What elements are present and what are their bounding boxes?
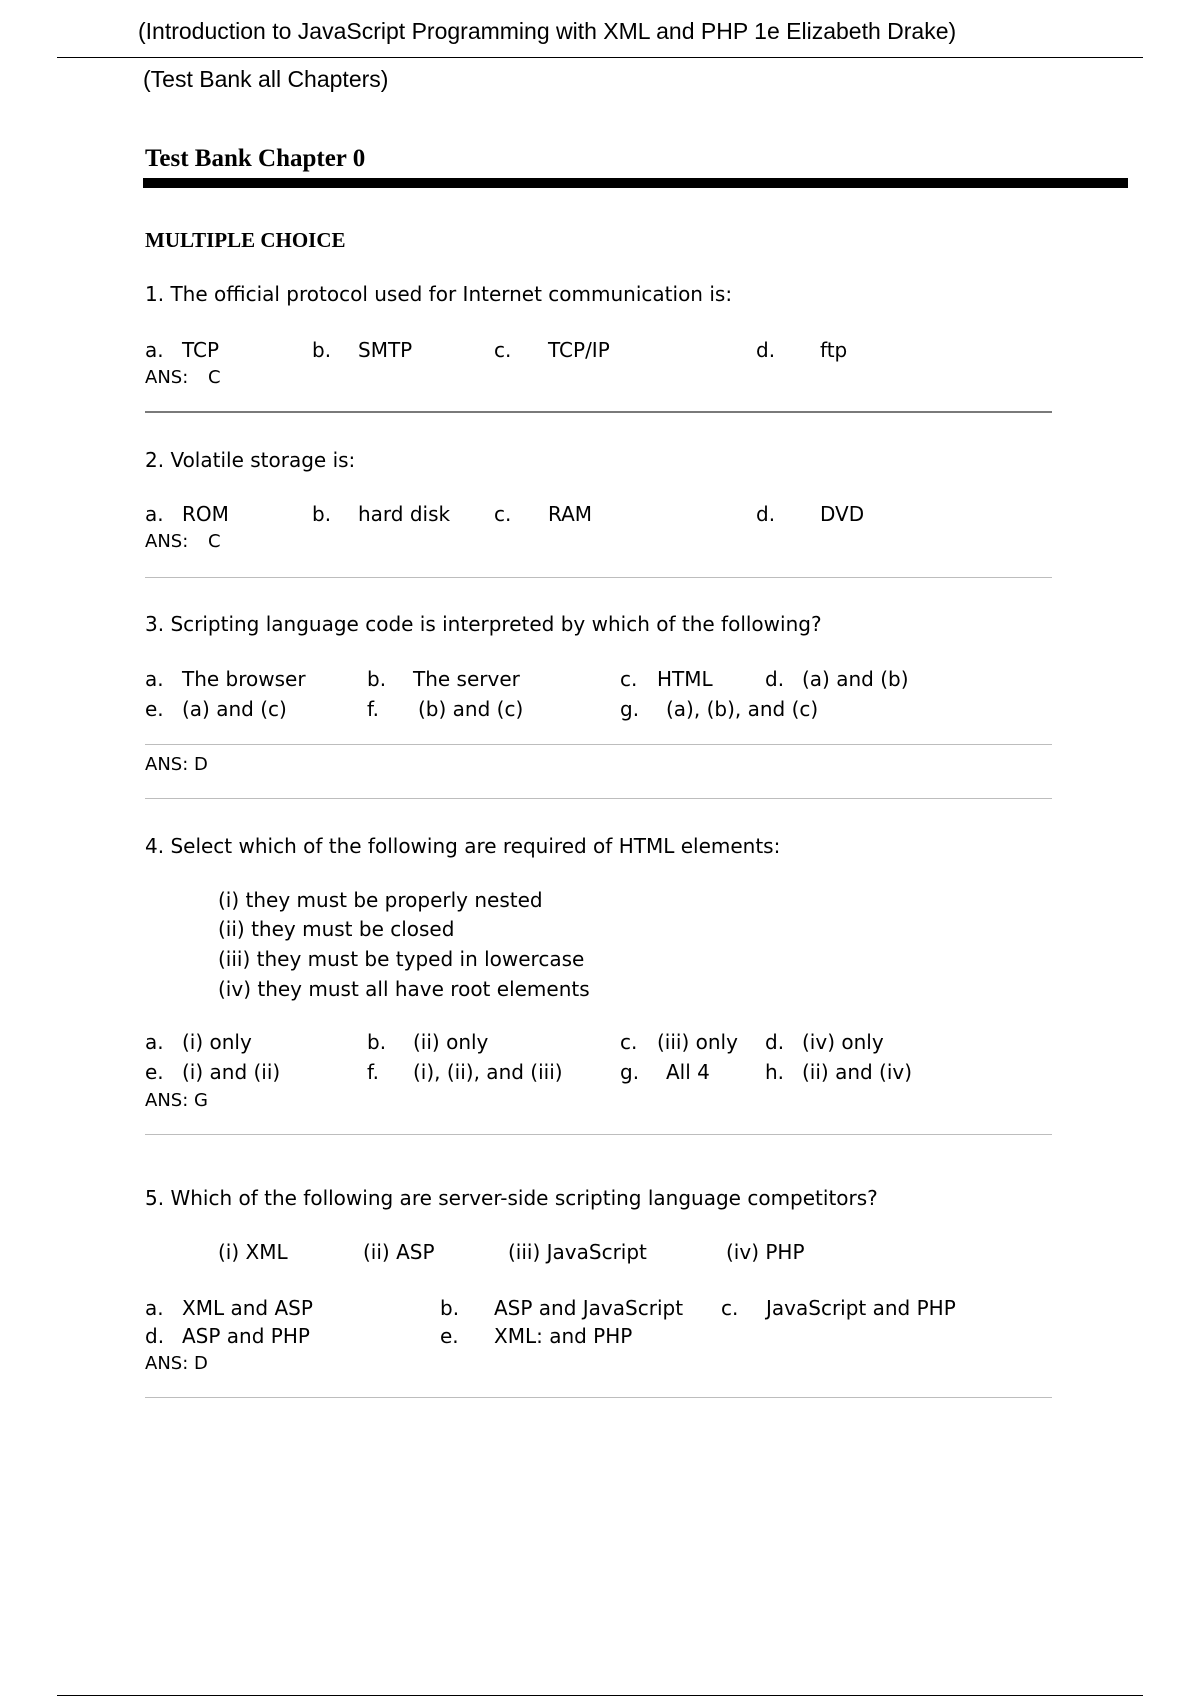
option-letter: e.: [440, 1324, 459, 1348]
option-letter: e.: [145, 1060, 164, 1084]
separator-rule: [145, 1397, 1052, 1398]
option-text: ASP and PHP: [182, 1324, 310, 1348]
option-text: (i) only: [182, 1030, 252, 1054]
question-text: 2. Volatile storage is:: [145, 448, 356, 472]
option-text: TCP/IP: [548, 338, 610, 362]
question-text: 4. Select which of the following are required of HTML elements:: [145, 834, 781, 858]
statement: (iii) they must be typed in lowercase: [218, 947, 585, 971]
option-letter: g.: [620, 1060, 640, 1084]
option-text: The browser: [182, 667, 306, 691]
option-text: (ii) only: [413, 1030, 489, 1054]
option-letter: b.: [440, 1296, 460, 1320]
statement: (iv) they must all have root elements: [218, 977, 590, 1001]
option-letter: a.: [145, 667, 164, 691]
option-text: DVD: [820, 502, 865, 526]
question-text: 3. Scripting language code is interpreted by which of the following?: [145, 612, 822, 636]
option-text: RAM: [548, 502, 593, 526]
option-text: (a) and (b): [802, 667, 909, 691]
question-text: 1. The official protocol used for Internet communication is:: [145, 282, 733, 306]
option-letter: b.: [367, 1030, 387, 1054]
option-text: (iv) only: [802, 1030, 884, 1054]
option-text: JavaScript and PHP: [766, 1296, 956, 1320]
statement: (i) they must be properly nested: [218, 888, 543, 912]
option-text: XML: and PHP: [494, 1324, 633, 1348]
section-title: MULTIPLE CHOICE: [145, 228, 346, 252]
answer-label: ANS:: [145, 367, 189, 388]
option-text: ASP and JavaScript: [494, 1296, 684, 1320]
option-text: SMTP: [358, 338, 413, 362]
option-text: ftp: [820, 338, 848, 362]
option-letter: a.: [145, 502, 164, 526]
answer-label: ANS:: [145, 531, 189, 552]
option-text: XML and ASP: [182, 1296, 313, 1320]
answer-text: ANS: G: [145, 1090, 208, 1111]
option-letter: b.: [312, 338, 332, 362]
option-text: TCP: [182, 338, 220, 362]
option-letter: c.: [620, 667, 638, 691]
header-rule: [57, 57, 1143, 58]
statement: (iii) JavaScript: [508, 1240, 647, 1264]
option-text: (a), (b), and (c): [666, 697, 819, 721]
option-letter: d.: [765, 667, 785, 691]
option-letter: d.: [756, 502, 776, 526]
separator-rule: [145, 798, 1052, 799]
separator-rule: [145, 744, 1052, 745]
option-text: (ii) and (iv): [802, 1060, 913, 1084]
option-text: HTML: [657, 667, 713, 691]
statement: (ii) they must be closed: [218, 917, 455, 941]
option-text: (i) and (ii): [182, 1060, 281, 1084]
statement: (iv) PHP: [726, 1240, 805, 1264]
option-letter: a.: [145, 1030, 164, 1054]
option-letter: f.: [367, 697, 379, 721]
option-letter: f.: [367, 1060, 379, 1084]
option-text: (i), (ii), and (iii): [413, 1060, 563, 1084]
statement: (i) XML: [218, 1240, 288, 1264]
chapter-heading-bar: [143, 178, 1128, 188]
option-letter: d.: [756, 338, 776, 362]
option-letter: g.: [620, 697, 640, 721]
option-letter: b.: [312, 502, 332, 526]
answer-text: ANS: D: [145, 754, 208, 775]
option-letter: c.: [494, 338, 512, 362]
option-letter: c.: [620, 1030, 638, 1054]
option-letter: h.: [765, 1060, 785, 1084]
separator-rule: [145, 1134, 1052, 1135]
option-text: (a) and (c): [182, 697, 287, 721]
option-text: The server: [413, 667, 520, 691]
question-text: 5. Which of the following are server-side scripting language competitors?: [145, 1186, 878, 1210]
option-letter: a.: [145, 1296, 164, 1320]
option-text: ROM: [182, 502, 229, 526]
answer-value: C: [208, 531, 221, 552]
separator-rule: [145, 411, 1052, 413]
chapter-title: Test Bank Chapter 0: [145, 145, 366, 172]
separator-rule: [145, 577, 1052, 578]
option-letter: c.: [494, 502, 512, 526]
document-header-subtitle: (Test Bank all Chapters): [143, 66, 389, 92]
answer-value: C: [208, 367, 221, 388]
option-text: All 4: [666, 1060, 710, 1084]
document-header-title: (Introduction to JavaScript Programming with XML and PHP 1e Elizabeth Drake): [138, 18, 957, 44]
option-letter: e.: [145, 697, 164, 721]
option-letter: d.: [145, 1324, 165, 1348]
option-letter: a.: [145, 338, 164, 362]
option-letter: d.: [765, 1030, 785, 1054]
option-text: (iii) only: [657, 1030, 738, 1054]
option-text: (b) and (c): [418, 697, 524, 721]
answer-text: ANS: D: [145, 1353, 208, 1374]
statement: (ii) ASP: [363, 1240, 435, 1264]
option-letter: c.: [721, 1296, 739, 1320]
footer-rule: [57, 1695, 1143, 1696]
option-text: hard disk: [358, 502, 451, 526]
option-letter: b.: [367, 667, 387, 691]
